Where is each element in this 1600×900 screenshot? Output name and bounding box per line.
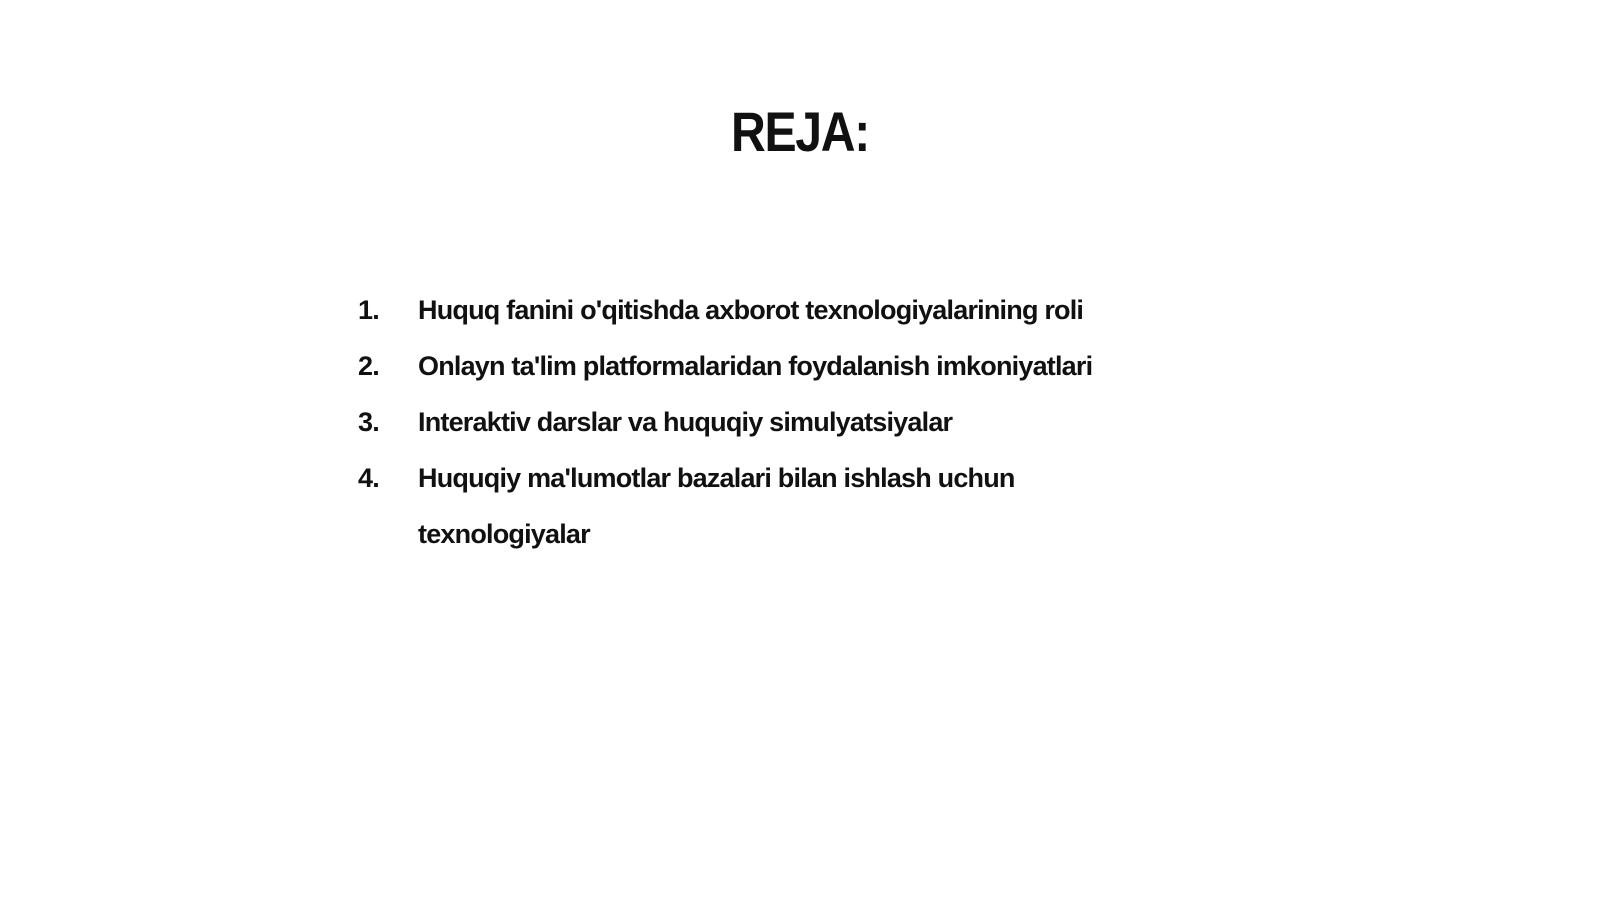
plan-item-4: [358, 450, 1178, 562]
plan-item-text: Huquq fanini o'qitishda axborot texnologiyalarining roli: [418, 295, 1084, 325]
plan-item-text: Interaktiv darslar va huquqiy simulyatsiyalar: [418, 407, 953, 437]
plan-item-text: Onlayn ta'lim platformalaridan foydalanish imkoniyatlari: [418, 351, 1093, 381]
plan-item-1: [358, 282, 1178, 338]
plan-item-number: 3.: [358, 407, 379, 437]
plan-item-text: Huquqiy ma'lumotlar bazalari bilan ishlash uchun texnologiyalar: [418, 463, 1015, 549]
slide-title: REJA:: [730, 100, 870, 163]
plan-list: [358, 282, 1178, 562]
plan-item-number: 4.: [358, 463, 379, 493]
plan-item-2: [358, 338, 1178, 394]
plan-item-number: 1.: [358, 295, 379, 325]
plan-item-3: [358, 394, 1178, 450]
plan-item-number: 2.: [358, 351, 379, 381]
